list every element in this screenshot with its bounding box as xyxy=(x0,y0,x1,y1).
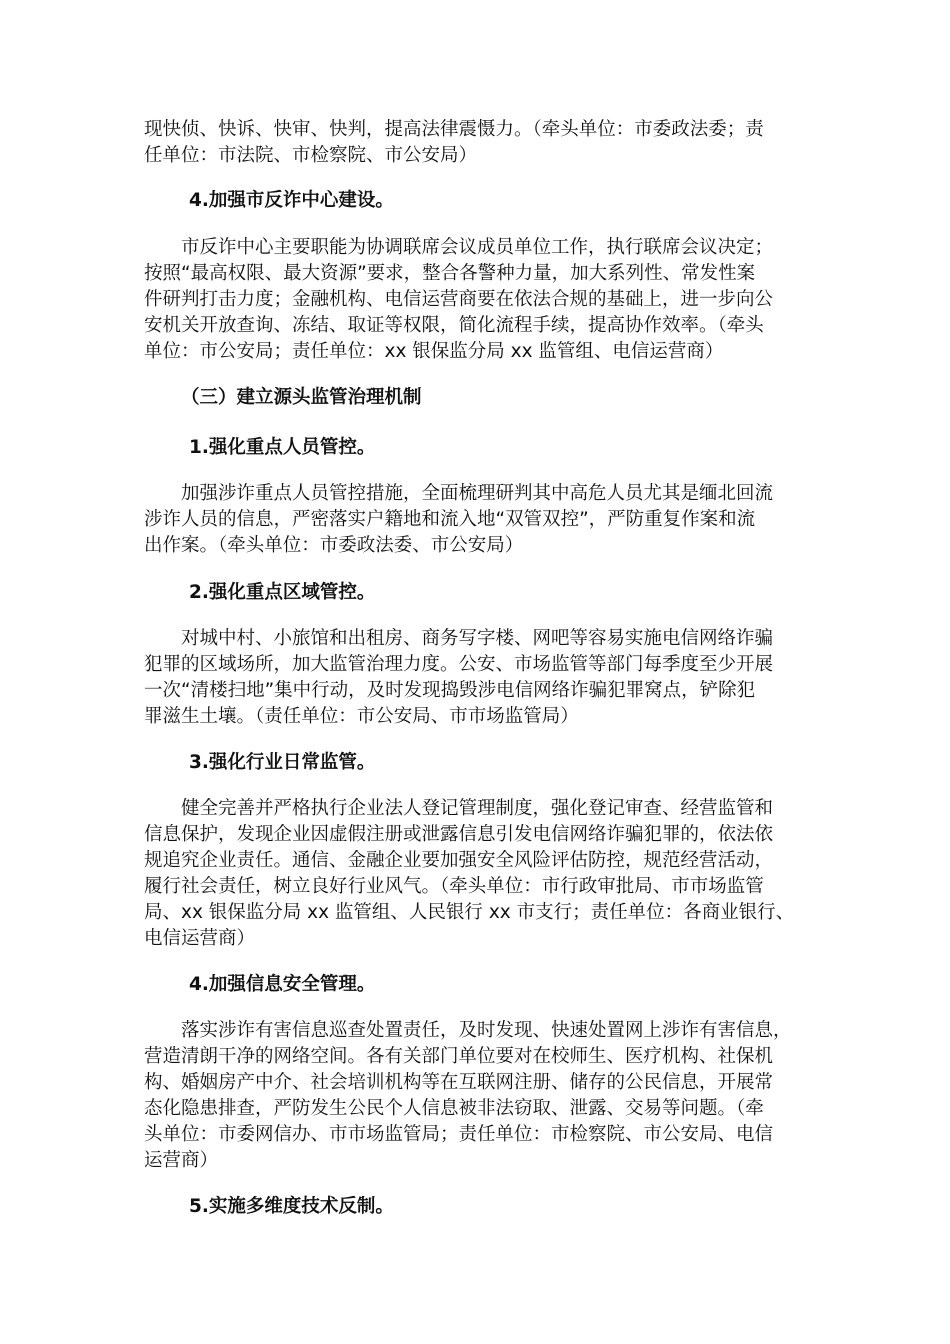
heading-text: 1.强化重点人员管控。 xyxy=(189,437,376,458)
paragraph-line: 头单位：市委网信办、市市场监管局；责任单位：市检察院、市公安局、电信 xyxy=(144,1124,774,1145)
paragraph xyxy=(144,626,804,730)
heading-text: 3.强化行业日常监管。 xyxy=(189,752,376,773)
paragraph-line: 落实涉诈有害信息巡查处置责任，及时发现、快速处置网上涉诈有害信息， xyxy=(181,1020,792,1041)
paragraph xyxy=(144,481,804,559)
item-heading xyxy=(144,435,804,461)
paragraph-line: 单位：市公安局；责任单位：xx 银保监分局 xx 监管组、电信运营商） xyxy=(144,341,724,362)
item-heading xyxy=(144,1194,804,1220)
paragraph-line: 运营商） xyxy=(144,1150,219,1171)
paragraph-line: 信息保护，发现企业因虚假注册或泄露信息引发电信网络诈骗犯罪的，依法依 xyxy=(144,824,774,845)
heading-text: 4.加强市反诈中心建设。 xyxy=(189,190,394,211)
paragraph xyxy=(144,1018,804,1174)
item-heading xyxy=(144,580,804,606)
heading-text: 2.强化重点区域管控。 xyxy=(189,582,376,603)
paragraph-line: 对城中村、小旅馆和出租房、商务写字楼、网吧等容易实施电信网络诈骗 xyxy=(181,628,774,649)
paragraph-line: 一次“清楼扫地”集中行动，及时发现捣毁涉电信网络诈骗犯罪窝点，铲除犯 xyxy=(144,680,756,701)
paragraph-line: 犯罪的区域场所，加大监管治理力度。公安、市场监管等部门每季度至少开展 xyxy=(144,654,774,675)
paragraph-line: 任单位：市法院、市检察院、市公安局） xyxy=(144,145,478,166)
paragraph-line: 现快侦、快诉、快审、快判，提高法律震慑力。（牵头单位：市委政法委；责 xyxy=(144,119,764,140)
paragraph-line: 营造清朗干净的网络空间。各有关部门单位要对在校师生、医疗机构、社保机 xyxy=(144,1046,774,1067)
paragraph-line: 市反诈中心主要职能为协调联席会议成员单位工作，执行联席会议决定； xyxy=(181,237,774,258)
paragraph-continuation xyxy=(144,117,804,169)
paragraph-line: 加强涉诈重点人员管控措施，全面梳理研判其中高危人员尤其是缅北回流 xyxy=(181,483,774,504)
paragraph-line: 按照“最高权限、最大资源”要求，整合各警种力量，加大系列性、常发性案 xyxy=(144,263,756,284)
paragraph-line: 安机关开放查询、冻结、取证等权限，简化流程手续，提高协作效率。（牵头 xyxy=(144,315,764,336)
heading-text: 4.加强信息安全管理。 xyxy=(189,974,376,995)
paragraph-line: 涉诈人员的信息，严密落实户籍地和流入地“双管双控”，严防重复作案和流 xyxy=(144,509,756,530)
paragraph-line: 态化隐患排查，严防发生公民个人信息被非法窃取、泄露、交易等问题。（牵 xyxy=(144,1098,764,1119)
paragraph-line: 构、婚姻房产中介、社会培训机构等在互联网注册、储存的公民信息，开展常 xyxy=(144,1072,774,1093)
section-heading xyxy=(144,385,804,411)
heading-text: 5.实施多维度技术反制。 xyxy=(189,1196,394,1217)
paragraph xyxy=(144,796,804,952)
paragraph-line: 件研判打击力度；金融机构、电信运营商要在依法合规的基础上，进一步向公 xyxy=(144,289,774,310)
item-heading xyxy=(144,188,804,214)
paragraph-line: 局、xx 银保监分局 xx 监管组、人民银行 xx 市支行；责任单位：各商业银行、 xyxy=(144,902,795,923)
paragraph-line: 规追究企业责任。通信、金融企业要加强安全风险评估防控，规范经营活动， xyxy=(144,850,774,871)
item-heading xyxy=(144,750,804,776)
section-heading-text: （三）建立源头监管治理机制 xyxy=(181,387,422,408)
paragraph-line: 履行社会责任，树立良好行业风气。（牵头单位：市行政审批局、市市场监管 xyxy=(144,876,764,897)
paragraph xyxy=(144,235,804,365)
paragraph-line: 健全完善并严格执行企业法人登记管理制度，强化登记审查、经营监管和 xyxy=(181,798,774,819)
item-heading xyxy=(144,972,804,998)
paragraph-line: 出作案。（牵头单位：市委政法委、市公安局） xyxy=(144,535,524,556)
paragraph-line: 罪滋生土壤。（责任单位：市公安局、市市场监管局） xyxy=(144,706,579,727)
paragraph-line: 电信运营商） xyxy=(144,928,256,949)
